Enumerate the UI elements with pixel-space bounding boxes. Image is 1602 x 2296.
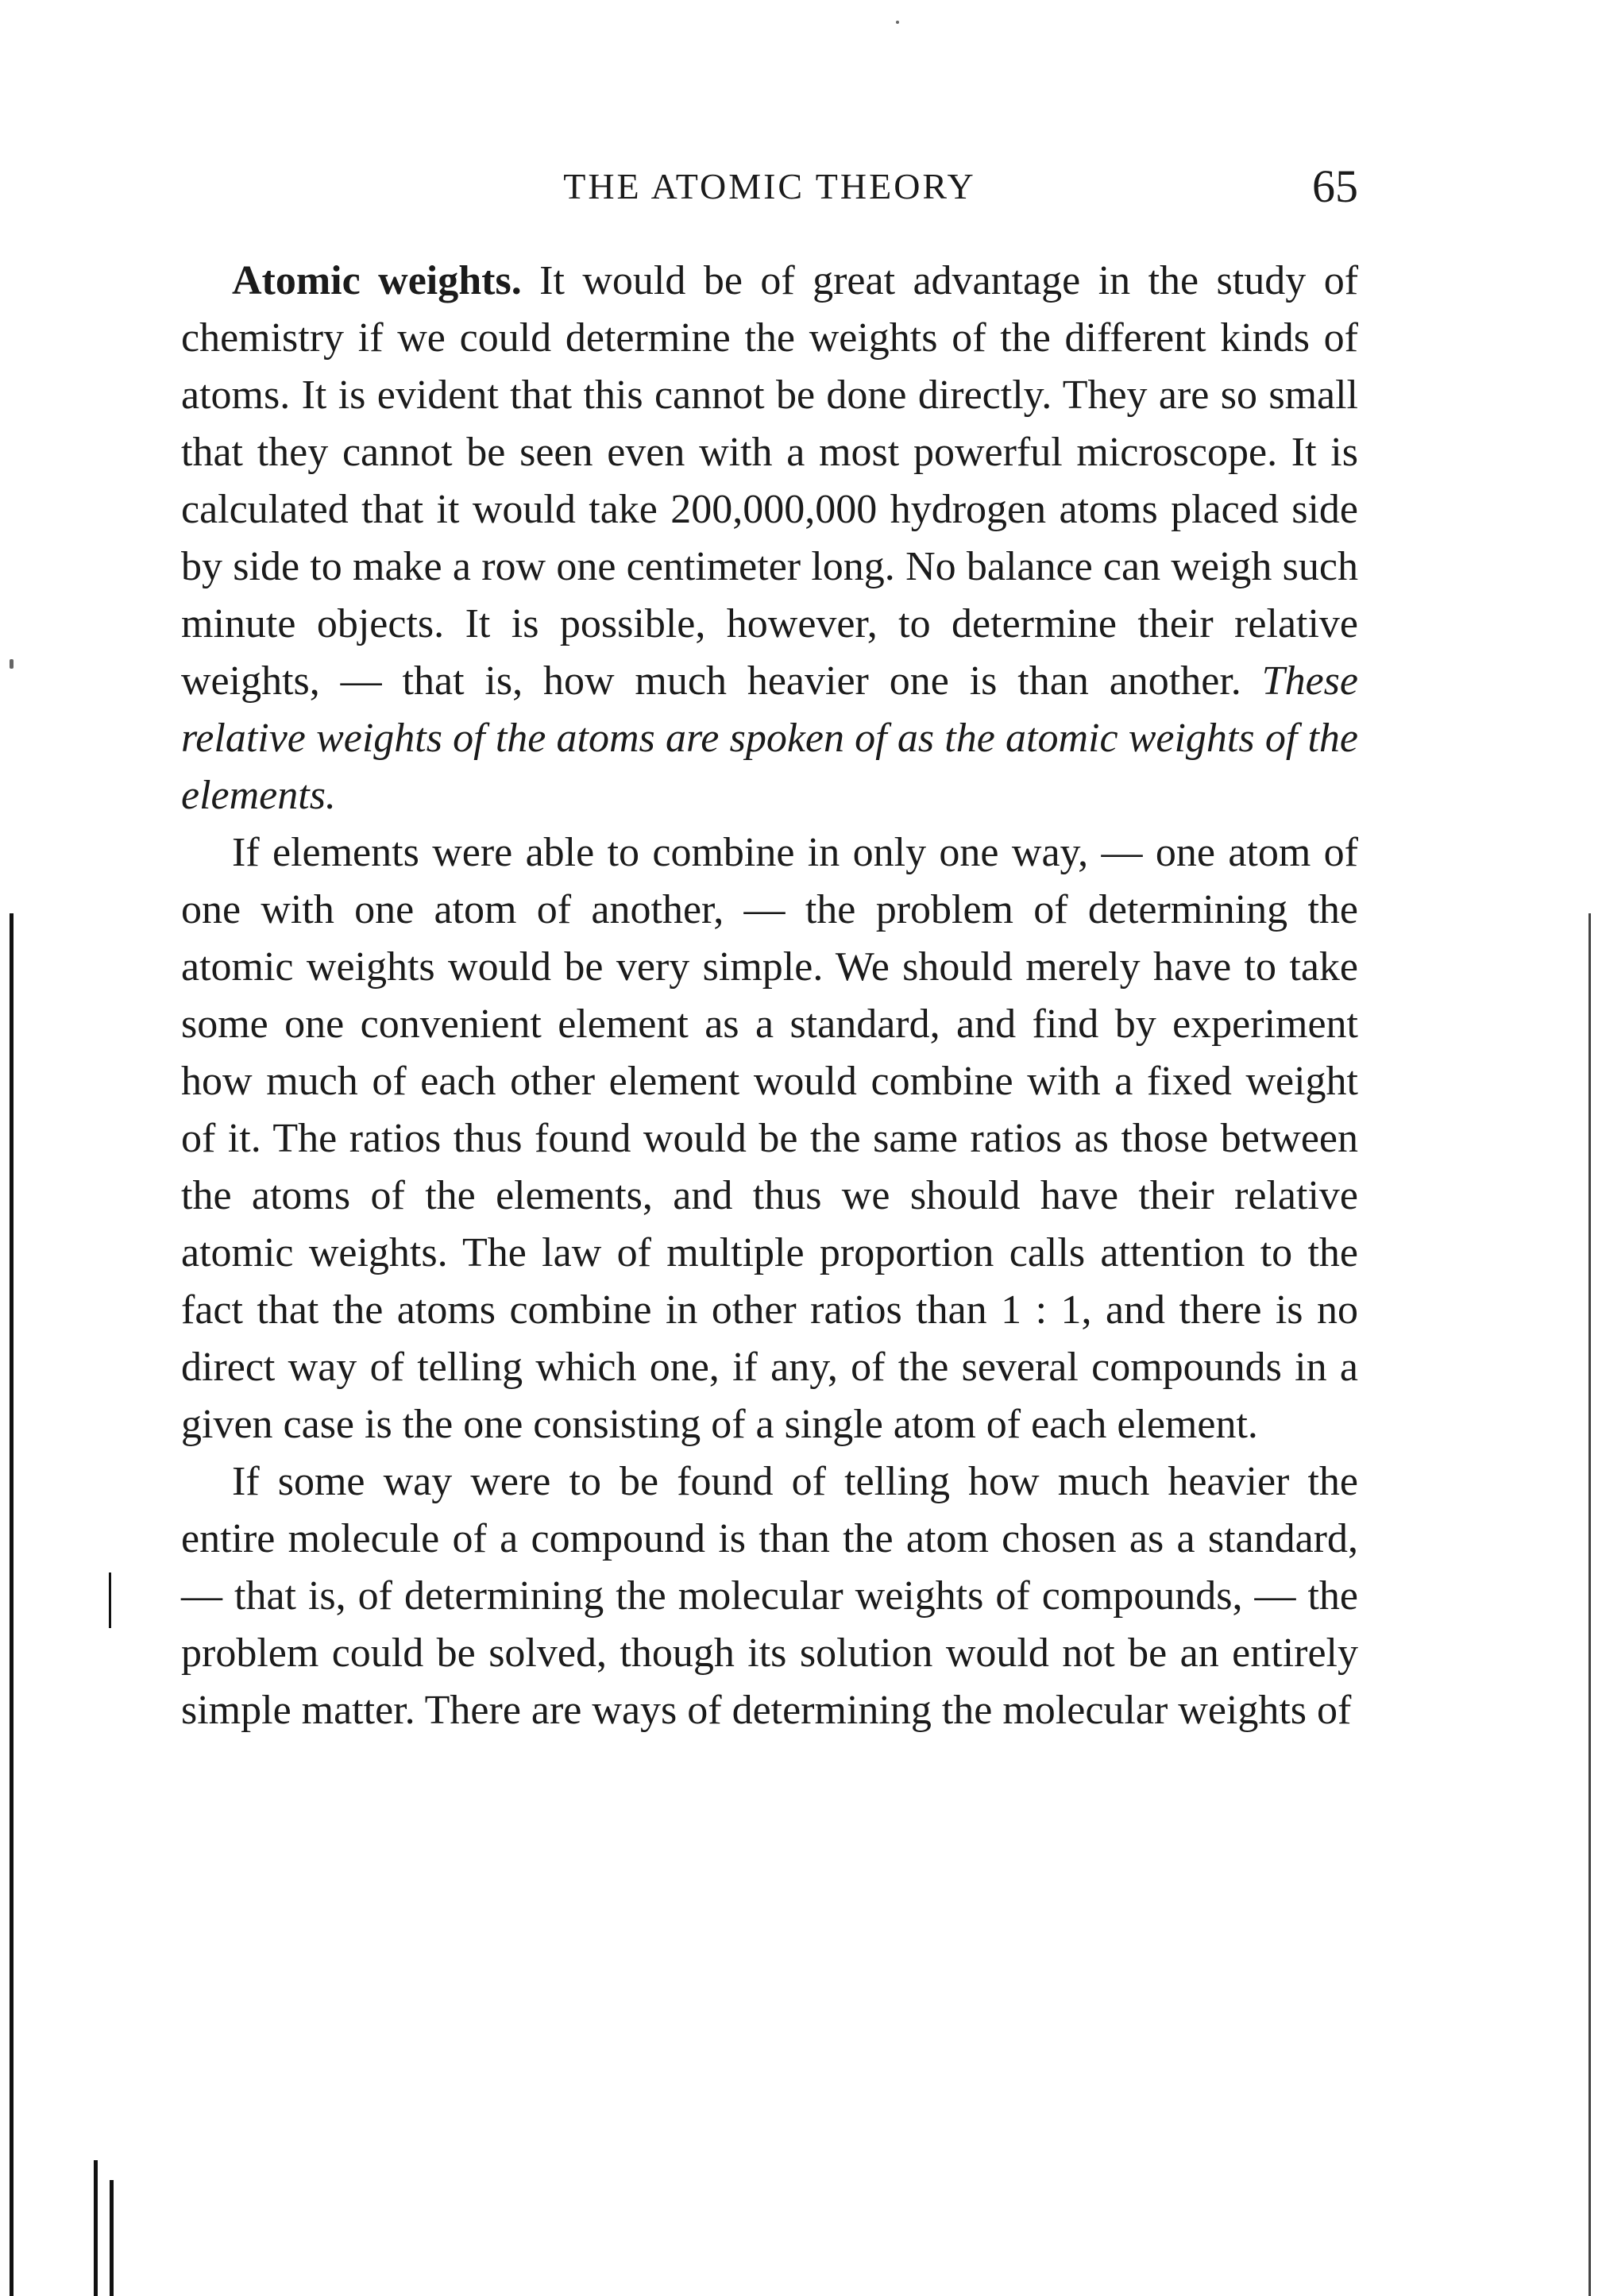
body-text	[181, 253, 1358, 1739]
binding-shadow-line	[94, 2160, 98, 2296]
page-header	[181, 159, 1358, 214]
running-title: THE ATOMIC THEORY	[563, 166, 976, 206]
paragraph-text: It would be of great advantage in the study of chemistry if we could determine the weights of the different kinds of atoms. It is evident that this cannot be done directly. They are so small that they cannot be seen even with a most powerful microscope. It is calculated that it would take 200,000,000 hydrogen atoms placed side by side to make a row one centimeter long. No balance can weigh such minute objects. It is possible, however, to determine their relative weights, — that is, how much heavier one is than another.	[181, 258, 1359, 704]
binding-shadow-line	[109, 1572, 111, 1628]
paragraph-text: If elements were able to combine in only one way, — one atom of one with one atom of another, — the problem of determining the atomic weights would be very simple. We should merely have to take some one convenient element as a standard, and find by experiment how much of each other element would combine with a fixed weight of it. The ratios thus found would be the same ratios as those between the atoms of the elements, and thus we should have their relative atomic weights. The law of multiple proportion calls attention to the fact that the atoms combine in other ratios than 1 : 1, and there is no direct way of telling which one, if any, of the several compounds in a given case is the one consisting of a single atom of each element.	[181, 830, 1358, 1447]
paragraph-combining-elements	[181, 824, 1358, 1453]
page-edge-line	[1588, 913, 1591, 2296]
paragraph-text: If some way were to be found of telling how much heavier the entire molecule of a compound is than the atom chosen as a standard, — that is, of determining the molecular weights of compounds, — the problem could be solved, though its solution would not be an entirely simple matter. There are ways of determining the molecular weights of	[181, 1459, 1358, 1733]
paragraph-atomic-weights	[181, 253, 1358, 824]
definition-emphasis: These relative weights of the atoms are spoken of as the atomic weights of the elements.	[181, 658, 1358, 818]
binding-shadow-line	[10, 913, 14, 2296]
page-number: 65	[1312, 160, 1358, 212]
run-in-heading: Atomic weights.	[232, 258, 522, 303]
scan-speck	[10, 659, 14, 669]
scan-speck	[896, 21, 899, 24]
paragraph-molecular-weights	[181, 1453, 1358, 1739]
binding-shadow-line	[110, 2180, 114, 2296]
